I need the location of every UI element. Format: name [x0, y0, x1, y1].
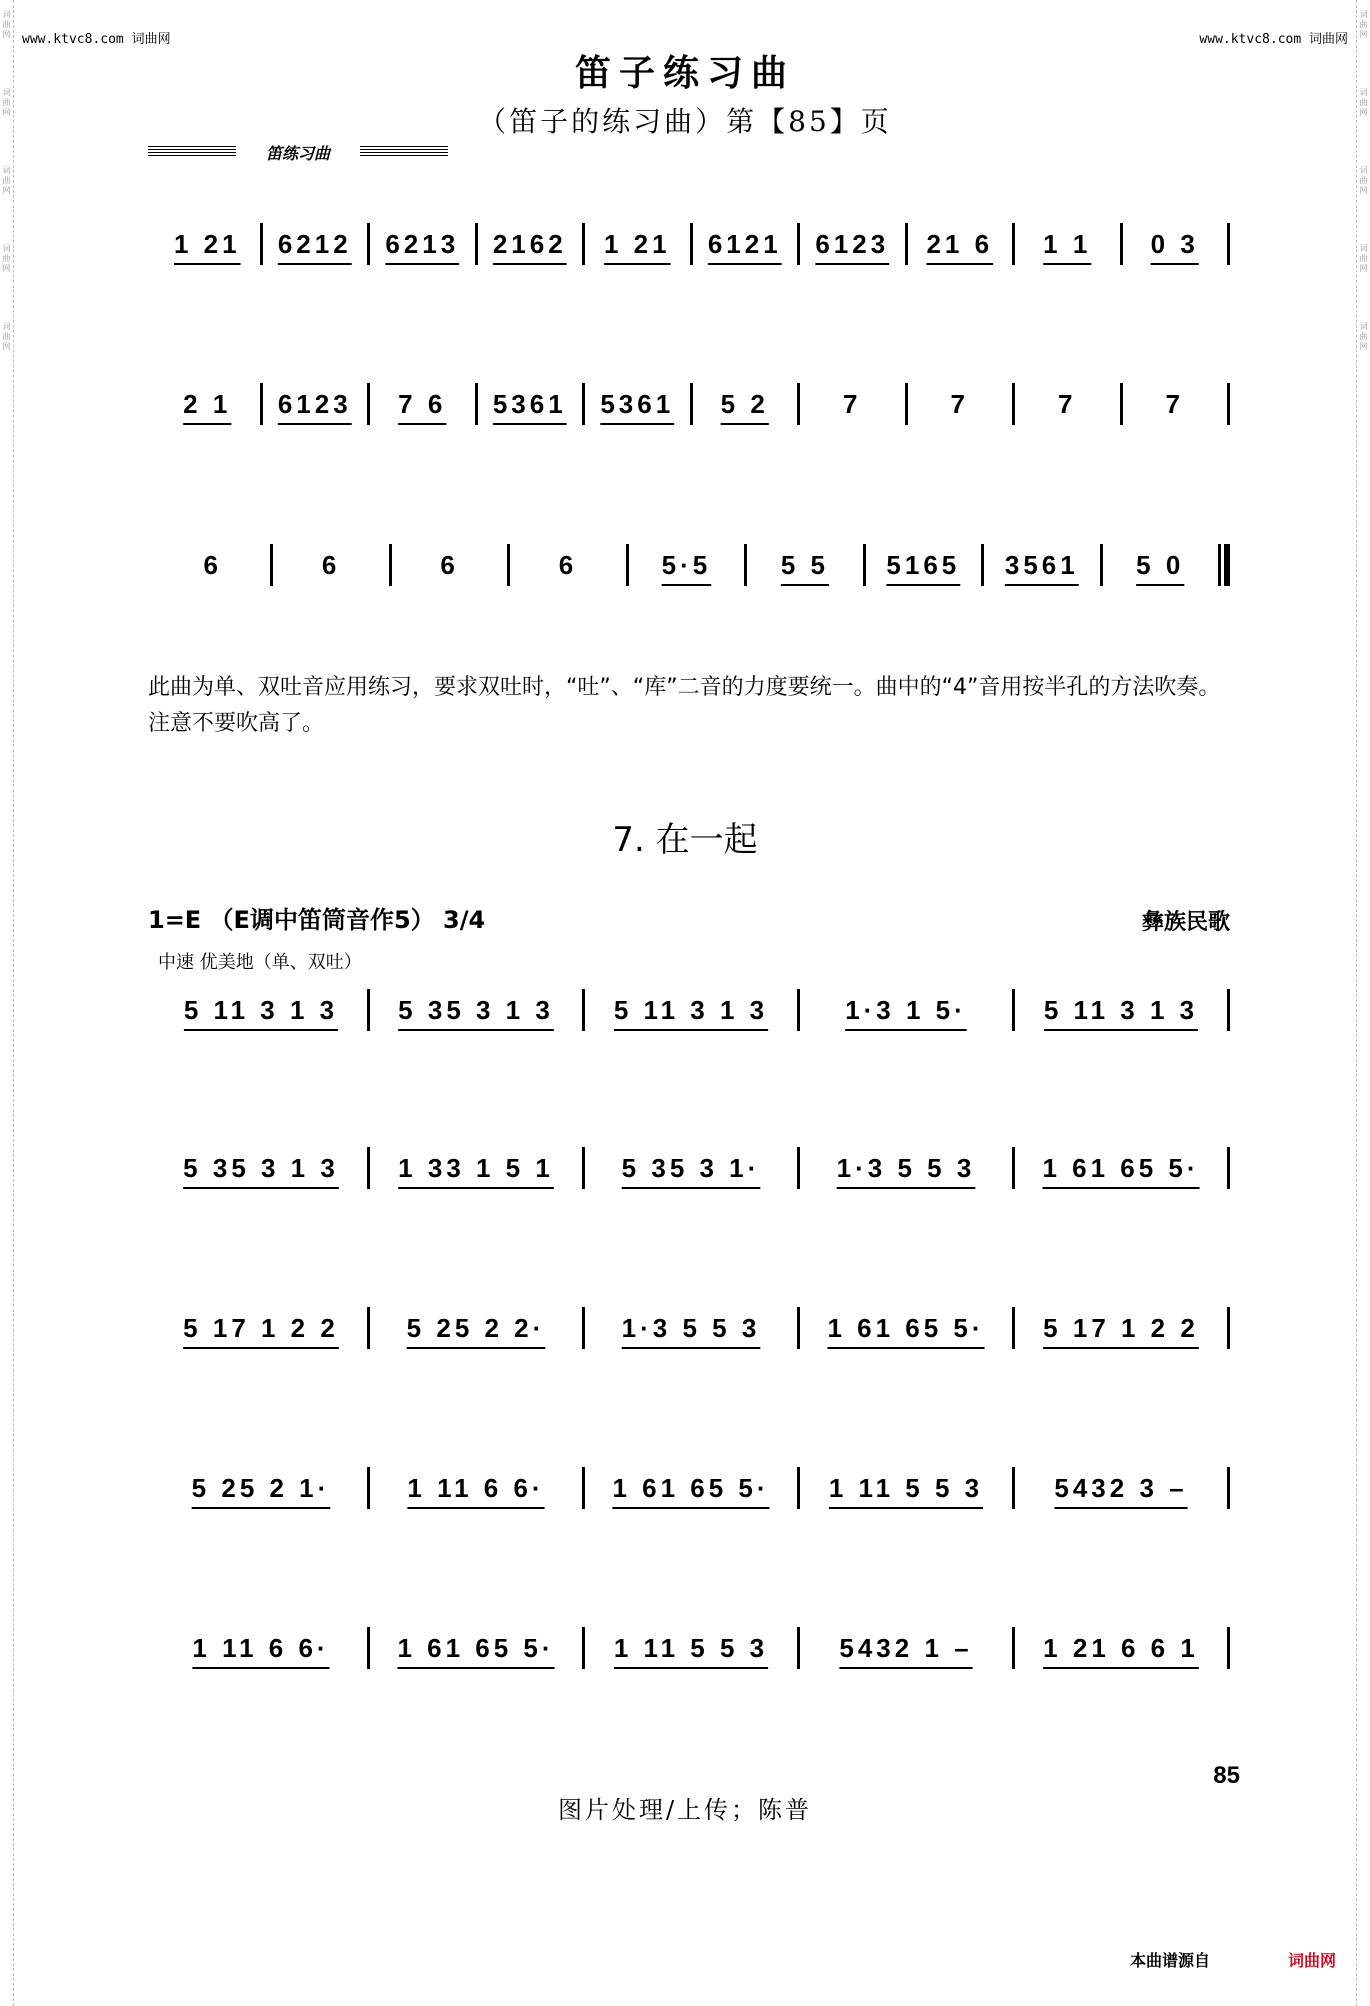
key-signature — [148, 900, 485, 935]
measure: 6123 — [815, 228, 890, 259]
side-watermark-mark: 词曲网 — [1359, 10, 1368, 39]
barline — [1227, 1147, 1230, 1189]
barline — [1227, 383, 1230, 425]
measure: 5 35 3 1· — [621, 1152, 761, 1183]
measure: 5·5 — [661, 549, 712, 580]
measure: 6 — [321, 549, 341, 580]
source-label: 本曲谱源自 — [1129, 1951, 1210, 1970]
piece-origin: 彝族民歌 — [1141, 910, 1230, 935]
watermark-right: www.ktvc8.com 词曲网 — [1199, 32, 1348, 47]
measure: 2162 — [492, 228, 567, 259]
measure: 5361 — [492, 388, 567, 419]
piece-line-1 — [155, 980, 1230, 1040]
measure: 5 2 — [720, 388, 769, 419]
section-banner — [148, 140, 448, 164]
source-site-link[interactable]: 词曲网 — [1287, 1951, 1336, 1970]
measure: 7 — [843, 388, 862, 419]
side-watermark-mark: 词曲网 — [2, 322, 11, 351]
measure: 1 61 65 5· — [612, 1472, 770, 1503]
side-watermark-mark: 词曲网 — [2, 88, 11, 117]
time-signature: 3/4 — [443, 906, 486, 934]
measure: 6 — [558, 549, 578, 580]
measure: 5 17 1 2 2 — [183, 1312, 339, 1343]
final-barline — [1218, 544, 1230, 586]
side-watermark-mark: 词曲网 — [2, 166, 11, 195]
measure: 1 21 — [173, 228, 241, 259]
measure: 2 1 — [183, 388, 232, 419]
piece-line-2 — [155, 1138, 1230, 1198]
measure: 1 61 65 5· — [397, 1632, 555, 1663]
measure: 5 25 2 1· — [191, 1472, 331, 1503]
left-watermark-strip — [0, 0, 14, 2006]
measure: 1 61 65 5· — [827, 1312, 985, 1343]
measure: 6212 — [277, 228, 352, 259]
side-watermark-mark: 词曲网 — [2, 244, 11, 273]
measure: 6213 — [385, 228, 460, 259]
measure: 1 11 6 6· — [407, 1472, 545, 1503]
banner-rule-right — [360, 146, 448, 158]
measure: 5 35 3 1 3 — [183, 1152, 339, 1183]
measure: 5165 — [886, 549, 961, 580]
measure: 5 11 3 1 3 — [183, 994, 339, 1025]
side-watermark-mark: 词曲网 — [2, 10, 11, 39]
measure: 1·3 1 5· — [845, 994, 967, 1025]
measure: 1·3 5 5 3 — [621, 1312, 761, 1343]
measure: 1 21 — [603, 228, 671, 259]
measure: 7 — [1058, 388, 1077, 419]
piece-line-4 — [155, 1458, 1230, 1518]
measure: 21 6 — [926, 228, 994, 259]
exercise-line-1 — [155, 214, 1230, 274]
measure: 1 61 65 5· — [1042, 1152, 1200, 1183]
measure: 5361 — [600, 388, 675, 419]
exercise-note: 此曲为单、双吐音应用练习，要求双吐时，“吐”、“库”二音的力度要统一。曲中的“4”音用按半孔的方法吹奏。注意不要吹高了。 — [148, 675, 1221, 736]
banner-rule-left — [148, 146, 236, 158]
piece-title: 7. 在一起 — [612, 820, 758, 860]
measure: 7 6 — [398, 388, 447, 419]
measure: 5 17 1 2 2 — [1043, 1312, 1199, 1343]
measure: 1 33 1 5 1 — [398, 1152, 554, 1183]
section-label: 笛练习曲 — [266, 143, 331, 163]
measure: 1 11 6 6· — [192, 1632, 330, 1663]
measure: 6 — [440, 549, 459, 580]
piece-line-3 — [155, 1298, 1230, 1358]
exercise-line-3 — [155, 535, 1230, 595]
measure: 0 3 — [1150, 228, 1199, 259]
measure: 1·3 5 5 3 — [836, 1152, 976, 1183]
right-watermark-strip — [1356, 0, 1370, 2006]
measure: 3561 — [1004, 549, 1079, 580]
key-text: 1=E （E调中笛筒音作5） — [148, 906, 435, 934]
measure: 7 — [1165, 388, 1184, 419]
measure: 7 — [950, 388, 969, 419]
barline — [1227, 989, 1230, 1031]
measure: 1 1 — [1043, 228, 1092, 259]
measure: 5432 3 – — [1054, 1472, 1188, 1503]
measure: 5 11 3 1 3 — [613, 994, 769, 1025]
measure: 5 25 2 2· — [406, 1312, 546, 1343]
watermark-left: www.ktvc8.com 词曲网 — [22, 32, 171, 47]
piece-line-5 — [155, 1618, 1230, 1678]
measure: 6123 — [277, 388, 352, 419]
measure: 1 11 5 5 3 — [613, 1632, 769, 1663]
measure: 1 11 5 5 3 — [828, 1472, 984, 1503]
measure: 5 5 — [780, 549, 829, 580]
side-watermark-mark: 词曲网 — [1359, 88, 1368, 117]
measure: 6 — [203, 549, 222, 580]
credit-line: 图片处理/上传；陈普 — [557, 1796, 813, 1824]
page-title: 笛子练习曲 — [574, 52, 795, 94]
measure: 1 21 6 6 1 — [1043, 1632, 1199, 1663]
measure: 5 35 3 1 3 — [398, 994, 554, 1025]
measure: 5 11 3 1 3 — [1043, 994, 1199, 1025]
tempo-marking: 中速 优美地（单、双吐） — [158, 952, 362, 973]
barline — [1227, 1307, 1230, 1349]
barline — [1227, 1467, 1230, 1509]
side-watermark-mark: 词曲网 — [1359, 244, 1368, 273]
measure: 5432 1 – — [839, 1632, 973, 1663]
measure: 6121 — [707, 228, 782, 259]
side-watermark-mark: 词曲网 — [1359, 322, 1368, 351]
page-number: 85 — [1213, 1762, 1240, 1789]
barline — [1227, 1627, 1230, 1669]
exercise-line-2 — [155, 374, 1230, 434]
side-watermark-mark: 词曲网 — [1359, 166, 1368, 195]
measure: 5 0 — [1136, 549, 1185, 580]
page-subtitle: （笛子的练习曲）第【85】页 — [478, 105, 892, 138]
barline — [1227, 223, 1230, 265]
